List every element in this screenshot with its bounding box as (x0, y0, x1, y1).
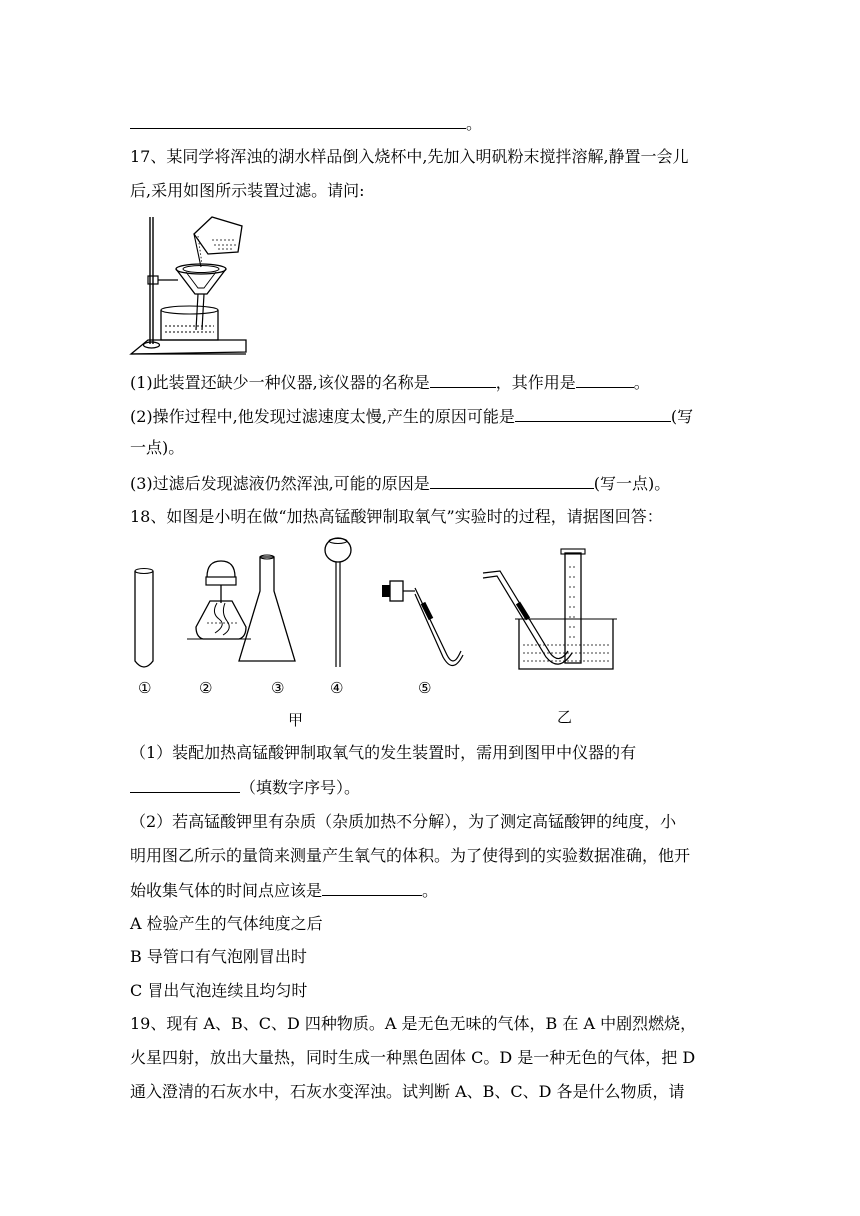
long-neck-funnel-icon (325, 538, 351, 667)
q18-option-b[interactable]: B 导管口有气泡刚冒出时 (130, 947, 307, 966)
slow-filter-reason-blank[interactable] (515, 405, 671, 422)
turbid-filtrate-reason-blank[interactable] (430, 472, 594, 489)
q17-part1: (1)此装置还缺少一种仪器,该仪器的名称是 ，其作用是 。 (130, 373, 650, 392)
label-2: ② (199, 679, 213, 697)
q17-part2: (2)操作过程中,他发现过滤速度太慢,产生的原因可能是 (写 (130, 407, 694, 426)
collection-time-blank[interactable] (322, 879, 422, 896)
q18-part1-line1: （1）装配加热高锰酸钾制取氧气的发生装置时，需用到图甲中仪器的有 (130, 743, 637, 762)
q18-stem: 18、如图是小明在做“加热高锰酸钾制取氧气”实验时的过程，请据图回答： (130, 507, 663, 526)
q18-part1-line2: （填数字序号）。 (130, 776, 740, 799)
label-3: ③ (271, 679, 285, 697)
label-5: ⑤ (418, 679, 432, 697)
alcohol-lamp-icon (187, 561, 251, 639)
label-4: ④ (330, 679, 344, 697)
figure-yi-caption: 乙 (557, 708, 573, 726)
answer-blank[interactable] (130, 112, 466, 129)
instrument-name-blank[interactable] (430, 371, 496, 388)
instrument-numbers-blank[interactable] (130, 776, 240, 793)
figure-jia-caption: 甲 (288, 711, 304, 729)
q17-stem-line2: 后,采用如图所示装置过滤。请问: (130, 181, 365, 200)
q17-stem-line1: 17、某同学将浑浊的湖水样品倒入烧杯中,先加入明矾粉末搅拌溶解,静置一会儿 (130, 147, 689, 166)
q18-option-c[interactable]: C 冒出气泡连续且均匀时 (130, 981, 308, 1000)
q19-line1: 19、现有 A、B、C、D 四种物质。A 是无色无味的气体，B 在 A 中剧烈燃烧， (130, 1014, 697, 1033)
conical-flask-icon (239, 555, 295, 661)
q17-part3: (3)过滤后发现滤液仍然浑浊,可能的原因是 (写一点)。 (130, 474, 671, 493)
filtration-apparatus-figure (128, 212, 254, 358)
q18-option-a[interactable]: A 检验产生的气体纯度之后 (130, 914, 323, 933)
q17-part2-tail: 一点)。 (130, 438, 185, 457)
q18-part2-line3: 始收集气体的时间点应该是 。 (130, 881, 439, 900)
q19-line3: 通入澄清的石灰水中，石灰水变浑浊。试判断 A、B、C、D 各是什么物质，请 (130, 1082, 685, 1101)
q19-line2: 火星四射，放出大量热，同时生成一种黑色固体 C。D 是一种无色的气体，把 D (130, 1048, 696, 1067)
instrument-function-blank[interactable] (576, 371, 634, 388)
q16-answer-line: 。 (130, 112, 740, 135)
gas-collection-apparatus-icon (483, 549, 617, 669)
q18-part2-line1: （2）若高锰酸钾里有杂质（杂质加热不分解），为了测定高锰酸钾的纯度，小 (130, 812, 677, 831)
test-tube-icon (135, 569, 153, 668)
stopper-delivery-tube-icon (382, 581, 463, 666)
q18-part2-line2: 明用图乙所示的量筒来测量产生氧气的体积。为了使得到的实验数据准确，他开 (130, 846, 691, 865)
apparatus-figure-jia-yi (125, 533, 625, 678)
label-1: ① (138, 679, 152, 697)
